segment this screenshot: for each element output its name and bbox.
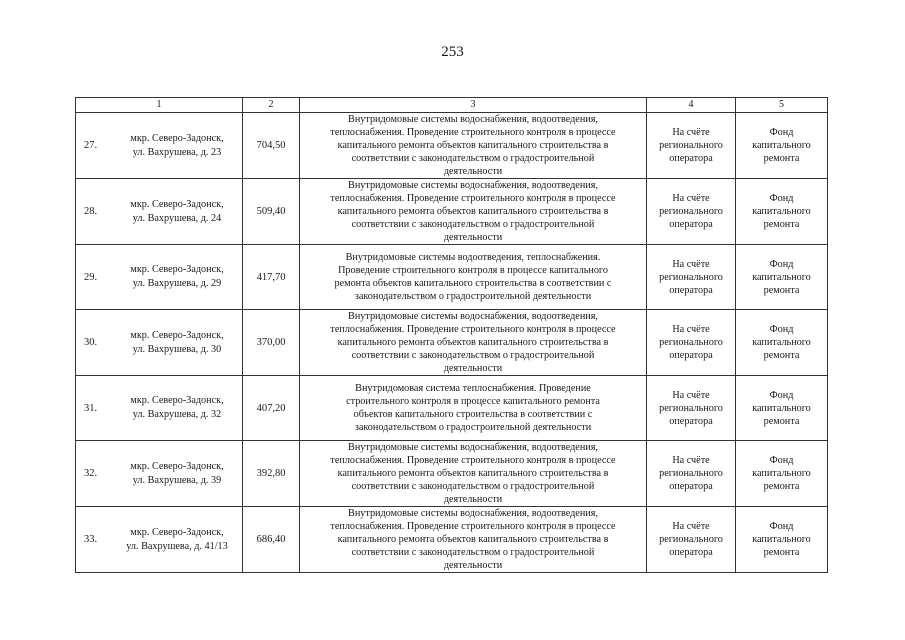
account-cell-line: На счёте	[672, 127, 710, 138]
fund-cell-line: Фонд	[769, 521, 794, 532]
table-header-row	[76, 98, 828, 113]
account-cell-line: На счёте	[672, 521, 710, 532]
description-cell-line: теплоснабжения. Проведение строительного контроля в процессе	[330, 455, 616, 466]
fund-cell-line: капитального	[752, 402, 811, 414]
description-cell-line: соответствии с законодательством о градостроительной	[351, 547, 595, 558]
account-cell-line: оператора	[669, 153, 713, 164]
fund-cell-line: Фонд	[769, 127, 794, 138]
address-line: мкр. Северо-Задонск,	[130, 264, 224, 275]
account-cell-line: оператора	[669, 481, 713, 492]
description-cell-line: Внутридомовые системы водоотведения, теплоснабжения.	[345, 252, 601, 263]
description-cell-line: капитального ремонта объектов капитального строительства в	[337, 140, 609, 151]
fund-cell-line: капитального	[752, 206, 811, 217]
address-line: мкр. Северо-Задонск,	[130, 198, 224, 210]
amount-cell: 417,70	[243, 245, 300, 310]
amount-cell: 407,20	[243, 376, 300, 441]
description-cell-line: теплоснабжения. Проведение строительного контроля в процессе	[330, 193, 616, 204]
description-cell-line: Внутридомовые системы водоснабжения, водоотведения,	[348, 311, 598, 322]
description-cell-line: соответствии с законодательством о градостроительной	[351, 350, 595, 361]
description-cell-line: Внутридомовые системы водоснабжения, водоотведения,	[348, 114, 598, 125]
description-cell-line: деятельности	[443, 494, 503, 505]
fund-cell	[736, 507, 828, 573]
account-cell-line: регионального	[659, 271, 723, 283]
fund-cell	[736, 179, 828, 245]
address-line: ул. Вахрушева, д. 32	[132, 409, 222, 420]
address-text	[112, 460, 242, 488]
page-number: 253	[441, 44, 464, 60]
fund-cell-line: Фонд	[769, 389, 794, 401]
amount-cell: 370,00	[243, 310, 300, 376]
budget-table	[75, 97, 828, 573]
account-cell-line: регионального	[659, 337, 723, 348]
table-row	[76, 310, 828, 376]
fund-cell-line: ремонта	[763, 219, 800, 230]
account-cell	[647, 310, 736, 376]
description-cell-line: капитального ремонта объектов капитального строительства в	[337, 534, 609, 545]
table-row	[76, 441, 828, 507]
description-cell-line: Внутридомовые системы водоснабжения, водоотведения,	[348, 442, 598, 453]
account-cell-line: На счёте	[672, 258, 710, 270]
description-cell-line: теплоснабжения. Проведение строительного контроля в процессе	[330, 127, 616, 138]
fund-cell-line: Фонд	[769, 193, 794, 204]
description-cell	[300, 113, 647, 179]
description-cell-line: капитального ремонта объектов капитального строительства в	[337, 206, 609, 217]
header-cell: 3	[300, 98, 647, 113]
account-cell	[647, 245, 736, 310]
address-line: ул. Вахрушева, д. 39	[132, 474, 222, 486]
description-cell-line: законодательством о градостроительной деятельности	[354, 422, 592, 433]
header-cell: 2	[243, 98, 300, 113]
description-cell-line: капитального ремонта объектов капитального строительства в	[337, 468, 609, 479]
description-cell	[300, 376, 647, 441]
fund-cell-line: капитального	[752, 271, 811, 283]
address-cell	[76, 507, 243, 573]
fund-cell-line: капитального	[752, 140, 811, 151]
account-cell-line: На счёте	[672, 324, 710, 335]
description-cell-line: капитального ремонта объектов капитального строительства в	[337, 337, 609, 348]
account-cell-line: регионального	[659, 206, 723, 217]
fund-cell	[736, 310, 828, 376]
address-text	[112, 394, 242, 422]
table-row	[76, 113, 828, 179]
description-cell	[300, 179, 647, 245]
address-line: ул. Вахрушева, д. 30	[132, 343, 222, 355]
description-cell-line: законодательством о градостроительной деятельности	[354, 291, 592, 302]
account-cell-line: регионального	[659, 468, 723, 479]
description-cell-line: объектов капитального строительства в соответствии с	[353, 409, 593, 420]
description-cell	[300, 245, 647, 310]
description-cell-line: соответствии с законодательством о градостроительной	[351, 219, 595, 230]
fund-cell	[736, 441, 828, 507]
fund-cell-line: ремонта	[763, 547, 800, 558]
description-cell-line: Внутридомовые системы водоснабжения, водоотведения,	[348, 508, 598, 519]
account-cell	[647, 113, 736, 179]
row-number: 31.	[84, 402, 98, 414]
account-cell-line: оператора	[669, 284, 713, 296]
header-cell: 1	[76, 98, 243, 113]
amount-cell: 686,40	[243, 507, 300, 573]
account-cell	[647, 179, 736, 245]
account-cell	[647, 507, 736, 573]
fund-cell-line: ремонта	[763, 350, 800, 361]
row-number: 30.	[84, 337, 98, 348]
fund-cell-line: ремонта	[763, 481, 800, 492]
description-cell-line: теплоснабжения. Проведение строительного контроля в процессе	[330, 521, 616, 532]
table-row	[76, 376, 828, 441]
address-line: мкр. Северо-Задонск,	[130, 526, 224, 538]
description-cell-line: Проведение строительного контроля в процессе капитального	[338, 265, 608, 276]
description-cell-line: соответствии с законодательством о градостроительной	[351, 481, 595, 492]
address-line: мкр. Северо-Задонск,	[130, 329, 224, 341]
address-line: ул. Вахрушева, д. 24	[132, 212, 222, 224]
account-cell-line: регионального	[659, 402, 723, 414]
account-cell	[647, 376, 736, 441]
address-text	[112, 198, 242, 226]
address-line: ул. Вахрушева, д. 29	[132, 278, 222, 289]
table-row	[76, 179, 828, 245]
header-cell: 5	[736, 98, 828, 113]
description-cell-line: соответствии с законодательством о градостроительной	[351, 153, 595, 164]
header-cell: 4	[647, 98, 736, 113]
description-cell-line: теплоснабжения. Проведение строительного контроля в процессе	[330, 324, 616, 335]
description-cell	[300, 310, 647, 376]
description-cell-line: ремонта объектов капитального строительства в соответствии с	[334, 278, 612, 289]
address-cell	[76, 113, 243, 179]
address-cell	[76, 245, 243, 310]
description-cell	[300, 507, 647, 573]
description-cell-line: Внутридомовые системы водоснабжения, водоотведения,	[348, 180, 598, 191]
amount-cell: 704,50	[243, 113, 300, 179]
account-cell-line: оператора	[669, 219, 713, 230]
account-cell-line: На счёте	[672, 389, 710, 401]
table-row	[76, 245, 828, 310]
description-cell-line: деятельности	[443, 560, 503, 571]
address-text	[112, 329, 242, 357]
fund-cell-line: капитального	[752, 337, 811, 348]
fund-cell-line: ремонта	[763, 415, 800, 427]
fund-cell-line: Фонд	[769, 324, 794, 335]
fund-cell-line: ремонта	[763, 153, 800, 164]
account-cell-line: оператора	[669, 415, 713, 427]
row-number: 33.	[84, 534, 98, 545]
address-text	[112, 526, 242, 554]
row-number: 32.	[84, 468, 98, 479]
account-cell-line: регионального	[659, 534, 723, 545]
fund-cell-line: Фонд	[769, 455, 794, 466]
fund-cell	[736, 113, 828, 179]
fund-cell-line: ремонта	[763, 284, 800, 296]
account-cell-line: На счёте	[672, 455, 710, 466]
fund-cell	[736, 245, 828, 310]
amount-cell: 392,80	[243, 441, 300, 507]
fund-cell	[736, 376, 828, 441]
address-text	[112, 263, 242, 291]
row-number: 28.	[84, 206, 98, 217]
address-line: ул. Вахрушева, д. 23	[132, 146, 222, 158]
account-cell-line: регионального	[659, 140, 723, 151]
address-cell	[76, 376, 243, 441]
account-cell-line: оператора	[669, 350, 713, 361]
amount-cell: 509,40	[243, 179, 300, 245]
description-cell-line: деятельности	[443, 363, 503, 374]
row-number: 29.	[84, 271, 98, 283]
address-line: мкр. Северо-Задонск,	[130, 132, 224, 144]
fund-cell-line: Фонд	[769, 258, 794, 270]
row-number: 27.	[84, 140, 98, 151]
description-cell	[300, 441, 647, 507]
address-line: ул. Вахрушева, д. 41/13	[126, 540, 228, 552]
account-cell-line: На счёте	[672, 193, 710, 204]
account-cell	[647, 441, 736, 507]
address-line: мкр. Северо-Задонск,	[130, 395, 224, 406]
table-row	[76, 507, 828, 573]
fund-cell-line: капитального	[752, 468, 811, 479]
description-cell-line: строительного контроля в процессе капитального ремонта	[346, 396, 600, 407]
address-cell	[76, 441, 243, 507]
address-cell	[76, 179, 243, 245]
description-cell-line: деятельности	[443, 232, 503, 243]
account-cell-line: оператора	[669, 547, 713, 558]
fund-cell-line: капитального	[752, 534, 811, 545]
description-cell-line: деятельности	[443, 166, 503, 177]
address-cell	[76, 310, 243, 376]
address-text	[112, 132, 242, 160]
description-cell-line: Внутридомовая система теплоснабжения. Проведение	[355, 383, 591, 394]
address-line: мкр. Северо-Задонск,	[130, 460, 224, 472]
